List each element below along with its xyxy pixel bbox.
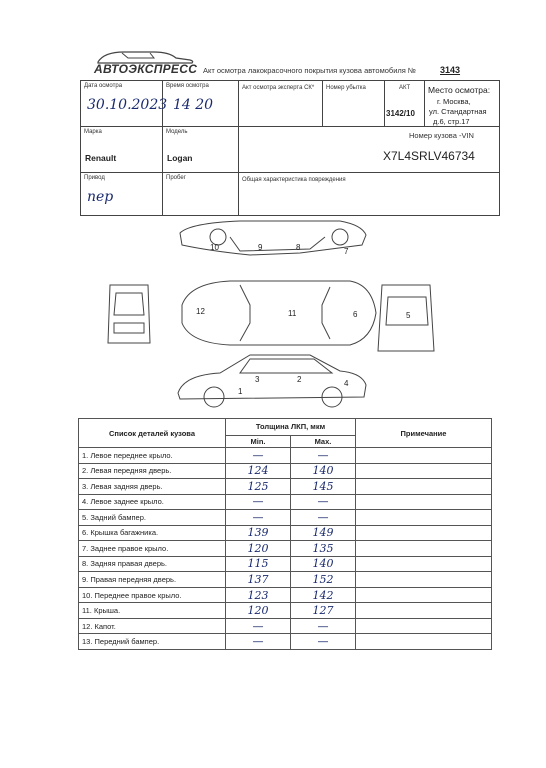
place-line-2: ул. Стандартная xyxy=(429,107,487,116)
thickness-max-cell: — xyxy=(291,618,356,634)
thickness-min-cell: 123 xyxy=(226,587,291,603)
make-label: Марка xyxy=(84,129,102,135)
thickness-max-cell: 142 xyxy=(291,587,356,603)
thickness-min-cell: 115 xyxy=(226,556,291,572)
part-name-cell: 12. Капот. xyxy=(79,618,226,634)
thickness-max-cell: 135 xyxy=(291,541,356,557)
document-title: Акт осмотра лакокрасочного покрытия кузова автомобиля № xyxy=(203,66,416,75)
part-name-cell: 3. Левая задняя дверь. xyxy=(79,479,226,495)
expert-act-cell xyxy=(239,81,323,127)
thickness-min-cell: — xyxy=(226,618,291,634)
place-line-1: г. Москва, xyxy=(437,97,471,106)
note-cell xyxy=(356,603,492,619)
col-thickness-header: Толщина ЛКП, мкм xyxy=(226,419,356,436)
part-label-2: 2 xyxy=(297,375,302,384)
part-label-1: 1 xyxy=(238,387,243,396)
part-name-cell: 7. Заднее правое крыло. xyxy=(79,541,226,557)
make-value: Renault xyxy=(85,153,117,163)
thickness-max-cell: — xyxy=(291,494,356,510)
note-cell xyxy=(356,525,492,541)
place-line-3: д.6, стр.17 xyxy=(433,117,470,126)
note-cell xyxy=(356,634,492,650)
table-row xyxy=(79,634,492,650)
part-label-11: 11 xyxy=(288,309,297,318)
thickness-max-cell: 145 xyxy=(291,479,356,495)
note-cell xyxy=(356,587,492,603)
thickness-min-cell: 120 xyxy=(226,603,291,619)
vin-value: X7L4SRLV46734 xyxy=(383,149,475,163)
note-cell xyxy=(356,541,492,557)
part-label-7: 7 xyxy=(344,247,349,256)
table-row xyxy=(79,510,492,526)
note-cell xyxy=(356,494,492,510)
part-label-9: 9 xyxy=(258,243,263,252)
place-label: Место осмотра: xyxy=(428,85,491,95)
drive-cell xyxy=(81,173,163,215)
table-row xyxy=(79,572,492,588)
act-cell xyxy=(385,81,425,127)
part-name-cell: 1. Левое переднее крыло. xyxy=(79,448,226,464)
brand-name: АВТОЭКСПРЕСС xyxy=(94,62,198,76)
col-note-header: Примечание xyxy=(356,419,492,448)
note-cell xyxy=(356,572,492,588)
table-row xyxy=(79,448,492,464)
part-name-cell: 6. Крышка багажника. xyxy=(79,525,226,541)
table-row xyxy=(79,479,492,495)
car-outline-icon xyxy=(100,215,450,415)
thickness-min-cell: 137 xyxy=(226,572,291,588)
col-min-header: Min. xyxy=(226,435,291,447)
thickness-max-cell: — xyxy=(291,634,356,650)
thickness-min-cell: 124 xyxy=(226,463,291,479)
time-value: 14 20 xyxy=(173,97,214,113)
note-cell xyxy=(356,448,492,464)
make-cell xyxy=(81,127,163,173)
table-row xyxy=(79,525,492,541)
mileage-label: Пробег xyxy=(166,175,186,181)
date-label: Дата осмотра xyxy=(84,83,123,89)
note-cell xyxy=(356,510,492,526)
table-row xyxy=(79,541,492,557)
paint-thickness-table xyxy=(78,418,492,650)
note-cell xyxy=(356,479,492,495)
part-name-cell: 13. Передний бампер. xyxy=(79,634,226,650)
damage-cell xyxy=(239,173,499,215)
part-name-cell: 8. Задняя правая дверь. xyxy=(79,556,226,572)
part-name-cell: 9. Правая передняя дверь. xyxy=(79,572,226,588)
thickness-max-cell: 127 xyxy=(291,603,356,619)
expert-act-label: Акт осмотра эксперта СК* xyxy=(242,85,315,91)
claim-cell xyxy=(323,81,385,127)
time-label: Время осмотра xyxy=(166,83,209,89)
damage-label: Общая характеристика повреждения xyxy=(242,177,346,183)
vin-label: Номер кузова -VIN xyxy=(409,131,474,140)
thickness-min-cell: — xyxy=(226,510,291,526)
act-value: 3142/10 xyxy=(386,109,415,118)
part-label-6: 6 xyxy=(353,310,358,319)
act-label: АКТ xyxy=(399,85,411,91)
part-label-4: 4 xyxy=(344,379,349,388)
col-max-header: Max. xyxy=(291,435,356,447)
col-parts-header: Список деталей кузова xyxy=(79,419,226,448)
thickness-min-cell: 125 xyxy=(226,479,291,495)
part-name-cell: 4. Левое заднее крыло. xyxy=(79,494,226,510)
inspection-header-grid xyxy=(80,80,500,216)
part-name-cell: 2. Левая передняя дверь. xyxy=(79,463,226,479)
car-body-diagram xyxy=(100,215,450,415)
date-value: 30.10.2023 xyxy=(87,97,168,113)
part-label-3: 3 xyxy=(255,375,260,384)
vin-cell xyxy=(239,127,499,173)
thickness-max-cell: — xyxy=(291,448,356,464)
table-row xyxy=(79,463,492,479)
time-cell xyxy=(163,81,239,127)
part-label-10: 10 xyxy=(210,243,219,252)
thickness-min-cell: 120 xyxy=(226,541,291,557)
model-value: Logan xyxy=(167,153,193,163)
note-cell xyxy=(356,618,492,634)
model-cell xyxy=(163,127,239,173)
part-label-12: 12 xyxy=(196,307,205,316)
part-name-cell: 10. Переднее правое крыло. xyxy=(79,587,226,603)
thickness-min-cell: 139 xyxy=(226,525,291,541)
place-cell xyxy=(425,81,499,127)
part-name-cell: 5. Задний бампер. xyxy=(79,510,226,526)
brand-logo xyxy=(94,48,204,76)
note-cell xyxy=(356,463,492,479)
table-row xyxy=(79,494,492,510)
part-label-8: 8 xyxy=(296,243,301,252)
thickness-max-cell: 140 xyxy=(291,463,356,479)
part-label-5: 5 xyxy=(406,311,411,320)
thickness-min-cell: — xyxy=(226,634,291,650)
date-cell xyxy=(81,81,168,127)
table-row xyxy=(79,556,492,572)
drive-label: Привод xyxy=(84,175,105,181)
table-row xyxy=(79,587,492,603)
thickness-min-cell: — xyxy=(226,448,291,464)
thickness-max-cell: 149 xyxy=(291,525,356,541)
table-row xyxy=(79,603,492,619)
drive-value: пер xyxy=(87,189,114,205)
model-label: Модель xyxy=(166,129,188,135)
note-cell xyxy=(356,556,492,572)
claim-label: Номер убытка xyxy=(326,85,366,91)
thickness-max-cell: 152 xyxy=(291,572,356,588)
thickness-max-cell: 140 xyxy=(291,556,356,572)
mileage-cell xyxy=(163,173,239,215)
thickness-min-cell: — xyxy=(226,494,291,510)
part-name-cell: 11. Крыша. xyxy=(79,603,226,619)
table-row xyxy=(79,618,492,634)
thickness-max-cell: — xyxy=(291,510,356,526)
act-number: 3143 xyxy=(440,65,461,75)
